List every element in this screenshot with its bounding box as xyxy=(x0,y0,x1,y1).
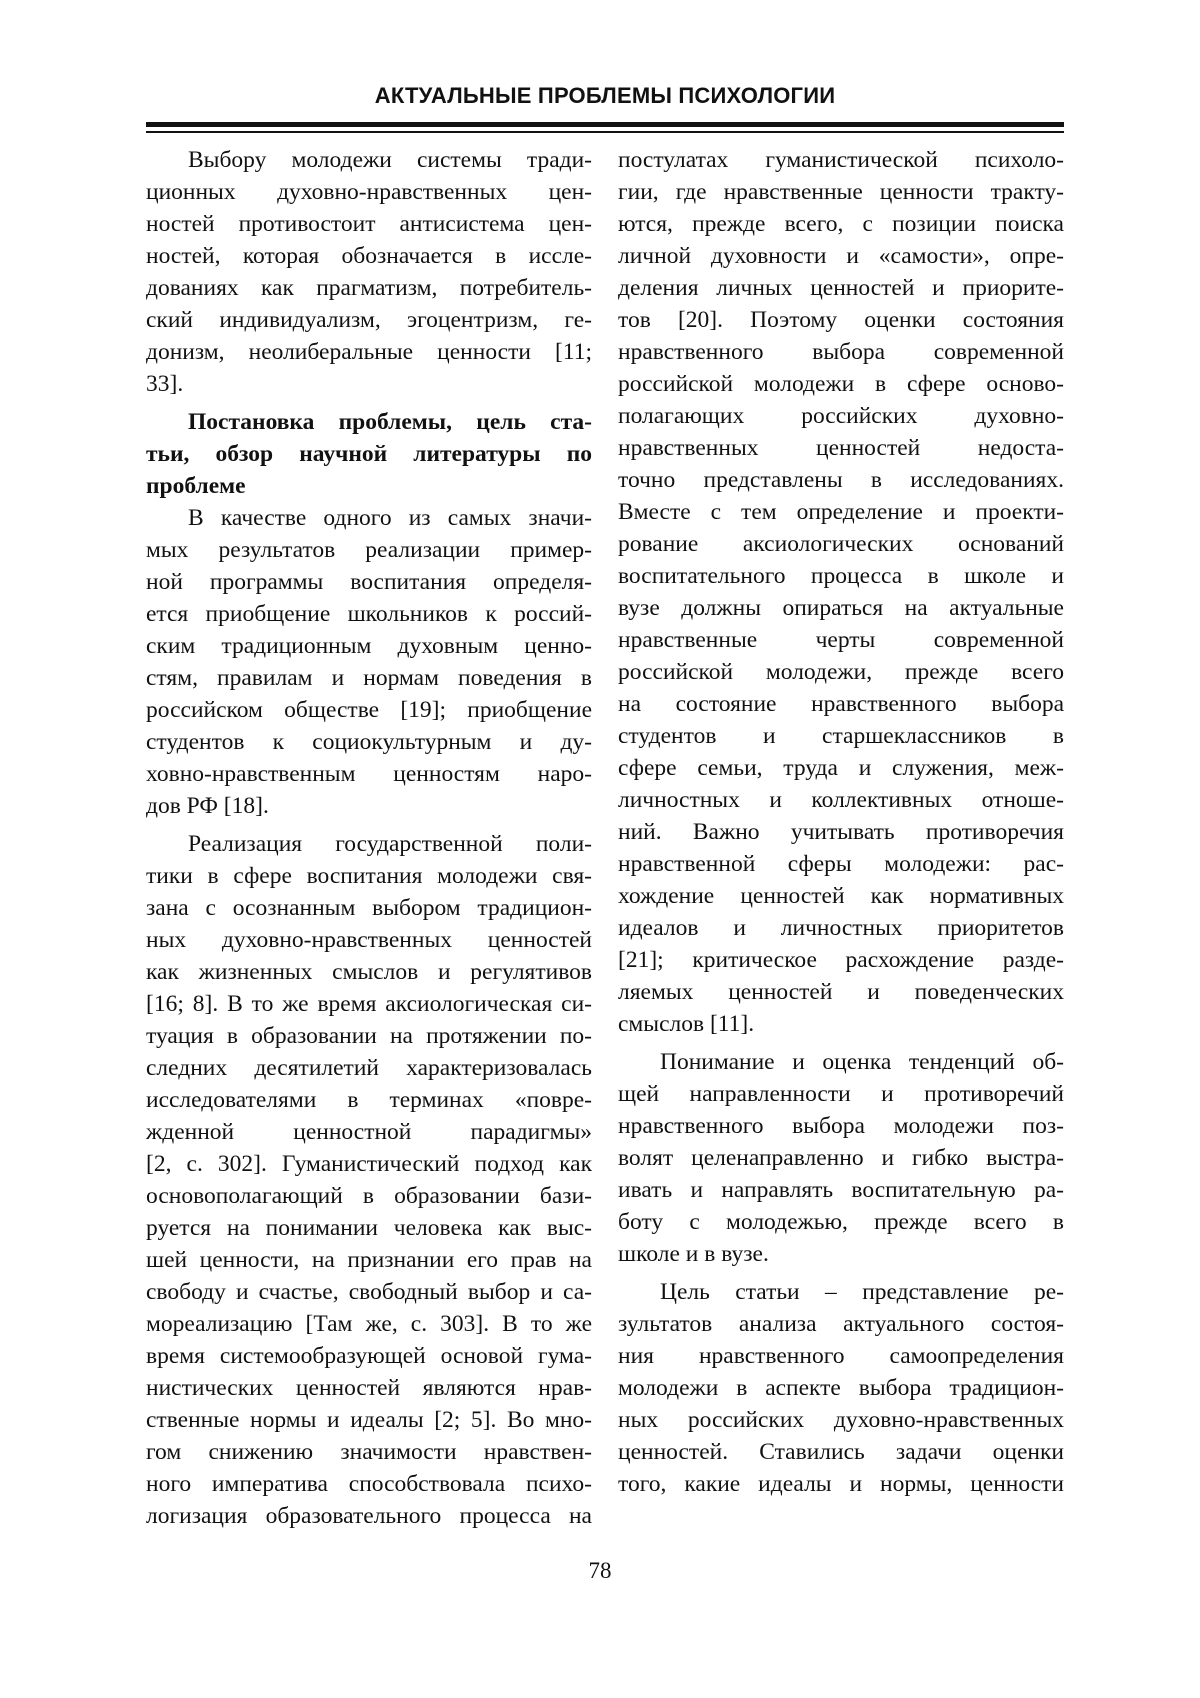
text-line: руется на понимании человека как выс- xyxy=(146,1215,592,1241)
text-line: жденной ценностной парадигмы» xyxy=(146,1119,592,1145)
text-line: свободу и счастье, свободный выбор и са- xyxy=(146,1279,592,1305)
text-line: зана с осознанным выбором традицион- xyxy=(146,895,592,921)
text-line: ных российских духовно-нравственных xyxy=(618,1407,1064,1433)
text-line: ной программы воспитания определя- xyxy=(146,569,592,595)
text-line: ются, прежде всего, с позиции поиска xyxy=(618,211,1064,237)
text-line: мых результатов реализации пример- xyxy=(146,537,592,563)
text-line: тов [20]. Поэтому оценки состояния xyxy=(618,307,1064,333)
text-line: нравственных ценностей недоста- xyxy=(618,435,1064,461)
text-line: дов РФ [18]. xyxy=(146,793,269,819)
text-line: [16; 8]. В то же время аксиологическая си- xyxy=(146,991,592,1017)
text-line: 33]. xyxy=(146,371,184,397)
text-line: российской молодежи в сфере осново- xyxy=(618,371,1064,397)
text-line: время системообразующей основой гума- xyxy=(146,1343,592,1369)
text-line: личностных и коллективных отноше- xyxy=(618,787,1064,813)
text-line: стям, правилам и нормам поведения в xyxy=(146,665,592,691)
text-line: ский индивидуализм, эгоцентризм, ге- xyxy=(146,307,592,333)
text-line: ного императива способствовала психо- xyxy=(146,1471,592,1497)
text-line: российском обществе [19]; приобщение xyxy=(146,697,592,723)
text-line: школе и в вузе. xyxy=(618,1241,769,1267)
left-column xyxy=(146,144,592,1532)
text-line: хождение ценностей как нормативных xyxy=(618,883,1064,909)
text-line: точно представлены в исследованиях. xyxy=(618,467,1064,493)
text-line: мореализацию [Там же, с. 303]. В то же xyxy=(146,1311,592,1337)
text-line: ностей противостоит антисистема цен- xyxy=(146,211,592,237)
header-rule-thick xyxy=(146,122,1064,127)
text-line: В качестве одного из самых значи- xyxy=(188,505,592,531)
text-line: вузе должны опираться на актуальные xyxy=(618,595,1064,621)
text-line: зультатов анализа актуального состоя- xyxy=(618,1311,1064,1337)
text-line: деления личных ценностей и приорите- xyxy=(618,275,1064,301)
text-line: воспитательного процесса в школе и xyxy=(618,563,1064,589)
text-line: студентов к социокультурным и ду- xyxy=(146,729,592,755)
text-line: Реализация государственной поли- xyxy=(188,831,592,857)
text-line: нистических ценностей являются нрав- xyxy=(146,1375,592,1401)
text-line: ется приобщение школьников к россий- xyxy=(146,601,592,627)
text-line: постулатах гуманистической психоло- xyxy=(618,147,1064,173)
header-rule-thin xyxy=(146,131,1064,133)
text-line: волят целенаправленно и гибко выстра- xyxy=(618,1145,1064,1171)
text-line: нравственные черты современной xyxy=(618,627,1064,653)
text-line: исследователями в терминах «повре- xyxy=(146,1087,592,1113)
text-line: боту с молодежью, прежде всего в xyxy=(618,1209,1064,1235)
text-line: шей ценности, на признании его прав на xyxy=(146,1247,592,1273)
text-line: [2, с. 302]. Гуманистический подход как xyxy=(146,1151,592,1177)
text-line: основополагающий в образовании бази- xyxy=(146,1183,592,1209)
text-line: ценностей. Ставились задачи оценки xyxy=(618,1439,1064,1465)
text-line: нравственного выбора современной xyxy=(618,339,1064,365)
text-line: на состояние нравственного выбора xyxy=(618,691,1064,717)
text-line: [21]; критическое расхождение разде- xyxy=(618,947,1064,973)
text-line: молодежи в аспекте выбора традицион- xyxy=(618,1375,1064,1401)
text-line: тики в сфере воспитания молодежи свя- xyxy=(146,863,592,889)
text-line: ных духовно-нравственных ценностей xyxy=(146,927,592,953)
text-line: нравственной сферы молодежи: рас- xyxy=(618,851,1064,877)
text-line: ивать и направлять воспитательную ра- xyxy=(618,1177,1064,1203)
section-heading-line: Постановка проблемы, цель ста- xyxy=(188,409,592,435)
text-line: смыслов [11]. xyxy=(618,1011,755,1037)
section-heading-line: тьи, обзор научной литературы по xyxy=(146,441,592,467)
text-line: гом снижению значимости нравствен- xyxy=(146,1439,592,1465)
text-line: сфере семьи, труда и служения, меж- xyxy=(618,755,1064,781)
section-heading-line: проблеме xyxy=(146,473,246,499)
text-line: личной духовности и «самости», опре- xyxy=(618,243,1064,269)
right-column xyxy=(618,144,1064,1500)
text-line: следних десятилетий характеризовалась xyxy=(146,1055,592,1081)
text-line: ностей, которая обозначается в иссле- xyxy=(146,243,592,269)
text-line: ционных духовно-нравственных цен- xyxy=(146,179,592,205)
page-number: 78 xyxy=(588,1558,612,1583)
text-line: студентов и старшеклассников в xyxy=(618,723,1064,749)
text-line: логизация образовательного процесса на xyxy=(146,1503,592,1529)
text-line: ляемых ценностей и поведенческих xyxy=(618,979,1064,1005)
text-line: гии, где нравственные ценности тракту- xyxy=(618,179,1064,205)
text-line: Выбору молодежи системы тради- xyxy=(188,147,592,173)
text-line: донизм, неолиберальные ценности [11; xyxy=(146,339,592,365)
text-line: ния нравственного самоопределения xyxy=(618,1343,1064,1369)
text-line: Понимание и оценка тенденций об- xyxy=(660,1049,1064,1075)
running-header: АКТУАЛЬНЫЕ ПРОБЛЕМЫ ПСИХОЛОГИИ xyxy=(374,83,836,108)
text-line: щей направленности и противоречий xyxy=(618,1081,1064,1107)
text-line: ховно-нравственным ценностям наро- xyxy=(146,761,592,787)
text-line: полагающих российских духовно- xyxy=(618,403,1064,429)
text-line: ским традиционным духовным ценно- xyxy=(146,633,592,659)
text-line: Вместе с тем определение и проекти- xyxy=(618,499,1064,525)
text-line: того, какие идеалы и нормы, ценности xyxy=(618,1471,1064,1497)
text-line: как жизненных смыслов и регулятивов xyxy=(146,959,592,985)
text-line: Цель статьи – представление ре- xyxy=(660,1279,1064,1305)
text-line: нравственного выбора молодежи поз- xyxy=(618,1113,1064,1139)
text-line: туация в образовании на протяжении по- xyxy=(146,1023,592,1049)
text-line: идеалов и личностных приоритетов xyxy=(618,915,1064,941)
text-line: ственные нормы и идеалы [2; 5]. Во мно- xyxy=(146,1407,592,1433)
text-line: дованиях как прагматизм, потребитель- xyxy=(146,275,592,301)
text-line: ний. Важно учитывать противоречия xyxy=(618,819,1064,845)
text-line: российской молодежи, прежде всего xyxy=(618,659,1064,685)
text-line: рование аксиологических оснований xyxy=(618,531,1064,557)
